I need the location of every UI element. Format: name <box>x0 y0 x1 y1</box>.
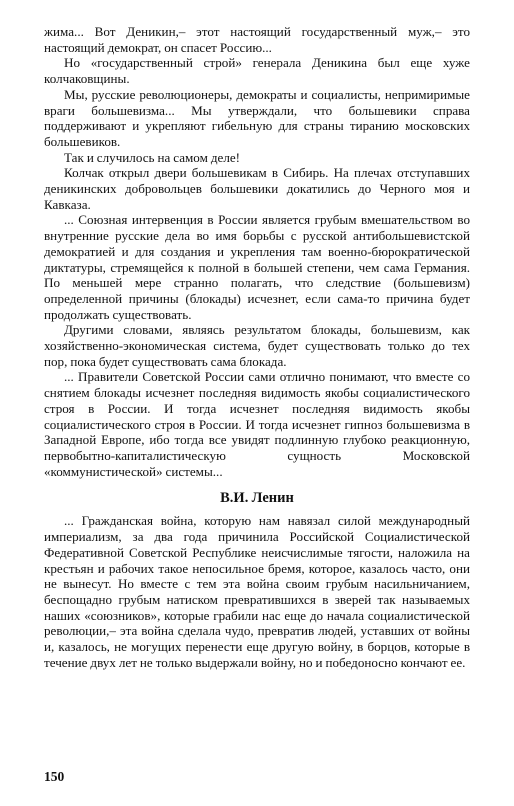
paragraph: Так и случилось на самом деле! <box>64 149 241 165</box>
paragraph: ... Союзная интервенция в России является грубым вмешательством во внутренние русские дела во имя борьбы с русской антибольшевистской демократией и для создания и укрепления там военно-бюрократической диктатуры, стремящейся к полной в большей степени, чем сама Германия. По меньшей мере странно полагать, что следствие (большевизм) определенной причины (блокады) исчезнет, если сама-то причина будет продолжать существовать. <box>44 212 470 322</box>
paragraph: ... Гражданская война, которую нам навязал силой международный империализм, за два года причинила Российской Социалистической Федеративной Советской Республике неисчислимые тягости, наложила на крестьян и рабочих такое непосильное бремя, которое, казалось часто, они не вынесут. Но вместе с тем эта война своим грубым насильничанием, беспощадно грубым натиском превратившихся в зверей так называемых наших «союзников», которые грабили нас еще до начала социалистической революции,– эта война сделала чудо, превратив людей, уставших от войны и, казалось, не могущих перенести еще другую войну, в борцов, которые в течение двух лет не только выдержали войну, но и победоносно кончают ее. <box>44 513 470 670</box>
paragraph: Другими словами, являясь результатом блокады, большевизм, как хозяйственно-экономическая система, будет существовать только до тех пор, пока будет существовать сама блокада. <box>44 322 470 369</box>
main-text <box>44 24 470 670</box>
paragraph: ... Правители Советской России сами отлично понимают, что вместе со снятием блокады исчезнет последняя видимость якобы социалистического строя в России. И тогда исчезнет последняя видимость якобы социалистического строя в России. И тогда исчезнет гипноз большевизма в Западной Европе, ибо тогда все увидят подлинную глубоко реакционную, первобытно-капиталистическую сущность Московской «коммунистической» системы... <box>44 369 470 479</box>
page-number: 150 <box>44 769 65 784</box>
paragraph: жима... Вот Деникин,– этот настоящий государственный муж,– это настоящий демократ, он спасет Россию... <box>44 24 470 55</box>
section-heading: В.И. Ленин <box>220 490 294 507</box>
paragraph: Колчак открыл двери большевикам в Сибирь. На плечах отступавших деникинских добровольцев большевики докатились до Черного моя и Кавказа. <box>44 165 470 212</box>
paragraph: Но «государственный строй» генерала Деникина был еще хуже колчаковщины. <box>44 55 470 87</box>
paragraph: Мы, русские революционеры, демократы и социалисты, непримиримые враги большевизма... Мы утверждали, что большевики справа поддерживают и укрепляют гибельную для страны тиранию московских большевиков. <box>44 86 470 149</box>
